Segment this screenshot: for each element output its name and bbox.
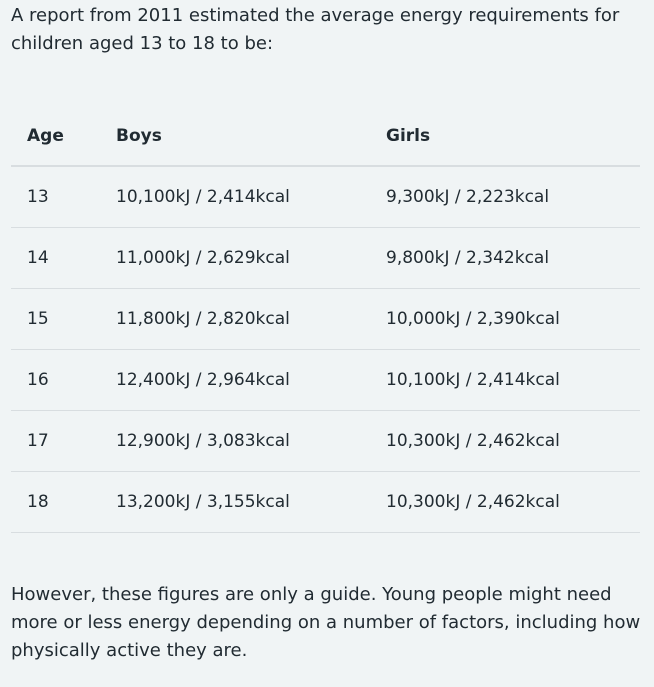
header-boys: Boys	[116, 125, 162, 146]
table-row	[11, 228, 640, 289]
table-row	[11, 289, 640, 350]
cell-boys: 11,800kJ / 2,820kcal	[116, 309, 290, 329]
cell-girls: 9,800kJ / 2,342kcal	[386, 248, 550, 268]
intro-paragraph: A report from 2011 estimated the average energy requirements for children aged 13 to 18 to be:	[11, 5, 620, 54]
cell-age: 17	[27, 431, 49, 451]
table-row	[11, 350, 640, 411]
cell-boys: 10,100kJ / 2,414kcal	[116, 187, 290, 207]
header-girls: Girls	[386, 125, 431, 146]
table-row	[11, 411, 640, 472]
table-row	[11, 167, 640, 228]
cell-boys: 11,000kJ / 2,629kcal	[116, 248, 290, 268]
cell-boys: 12,400kJ / 2,964kcal	[116, 370, 290, 390]
table-header-row	[11, 106, 640, 167]
outro-paragraph: However, these figures are only a guide. Young people might need more or less energy depending on a number of factors, including how physically active they are.	[11, 584, 641, 661]
table-row	[11, 472, 640, 533]
cell-boys: 13,200kJ / 3,155kcal	[116, 492, 290, 512]
header-age: Age	[27, 125, 64, 146]
cell-age: 15	[27, 309, 49, 329]
energy-requirements-table	[11, 106, 640, 533]
cell-age: 18	[27, 492, 49, 512]
cell-girls: 10,300kJ / 2,462kcal	[386, 492, 560, 512]
cell-boys: 12,900kJ / 3,083kcal	[116, 431, 290, 451]
cell-age: 16	[27, 370, 49, 390]
cell-girls: 10,000kJ / 2,390kcal	[386, 309, 560, 329]
cell-age: 13	[27, 187, 49, 207]
cell-girls: 10,100kJ / 2,414kcal	[386, 370, 560, 390]
cell-girls: 9,300kJ / 2,223kcal	[386, 187, 550, 207]
cell-girls: 10,300kJ / 2,462kcal	[386, 431, 560, 451]
cell-age: 14	[27, 248, 49, 268]
